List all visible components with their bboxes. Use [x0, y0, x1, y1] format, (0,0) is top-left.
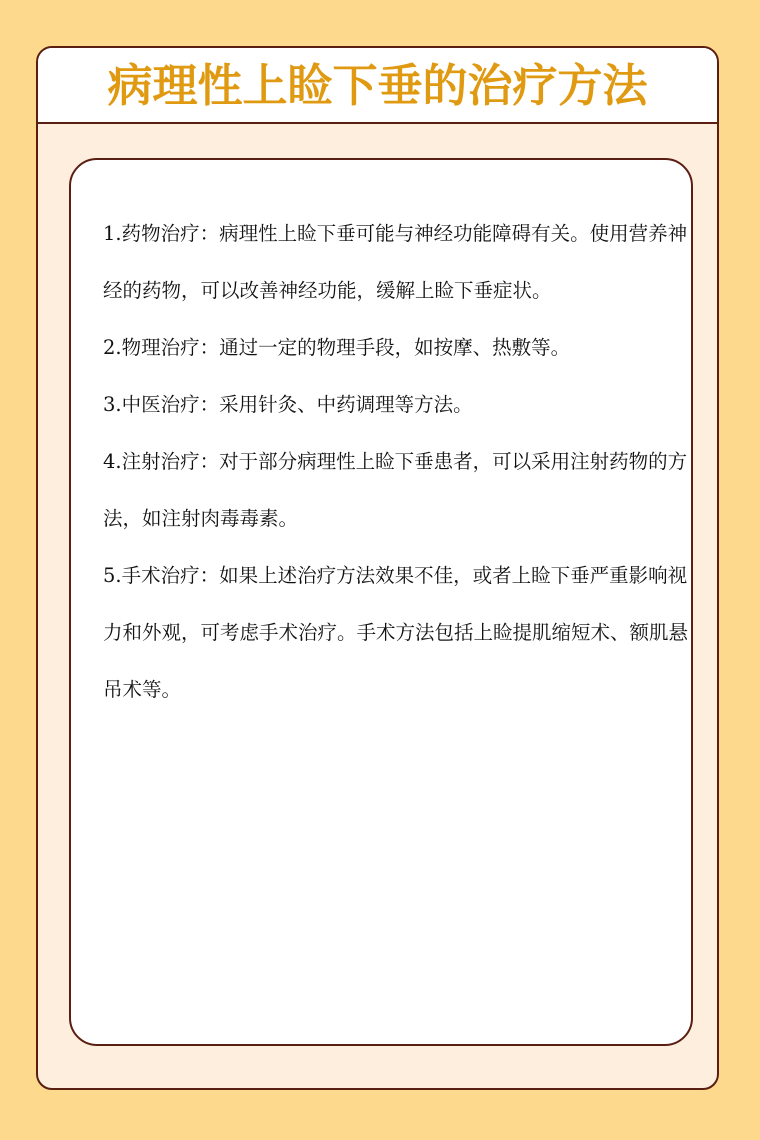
item-number: 5. [103, 564, 122, 587]
item-number: 4. [103, 450, 122, 473]
item-number: 2. [103, 336, 122, 359]
item-text: 手术治疗：如果上述治疗方法效果不佳，或者上睑下垂严重影响视力和外观，可考虑手术治疗。手术方法包括上睑提肌缩短术、额肌悬吊术等。 [103, 564, 689, 701]
list-item [103, 319, 688, 376]
list-item [103, 376, 688, 433]
treatment-list [103, 205, 688, 718]
page-title: 病理性上睑下垂的治疗方法 [107, 58, 648, 112]
item-text: 注射治疗：对于部分病理性上睑下垂患者，可以采用注射药物的方法，如注射肉毒毒素。 [103, 450, 688, 530]
item-text: 中医治疗：采用针灸、中药调理等方法。 [121, 393, 473, 416]
list-item [103, 205, 688, 319]
item-text: 物理治疗：通过一定的物理手段，如按摩、热敷等。 [121, 336, 571, 359]
list-item [103, 433, 688, 547]
article-card [36, 46, 719, 1090]
title-bar [38, 48, 717, 124]
item-number: 1. [103, 222, 122, 245]
item-text: 药物治疗：病理性上睑下垂可能与神经功能障碍有关。使用营养神经的药物，可以改善神经功能，缓解上睑下垂症状。 [103, 222, 688, 302]
item-number: 3. [103, 393, 122, 416]
list-item [103, 547, 688, 718]
content-panel [69, 158, 693, 1046]
